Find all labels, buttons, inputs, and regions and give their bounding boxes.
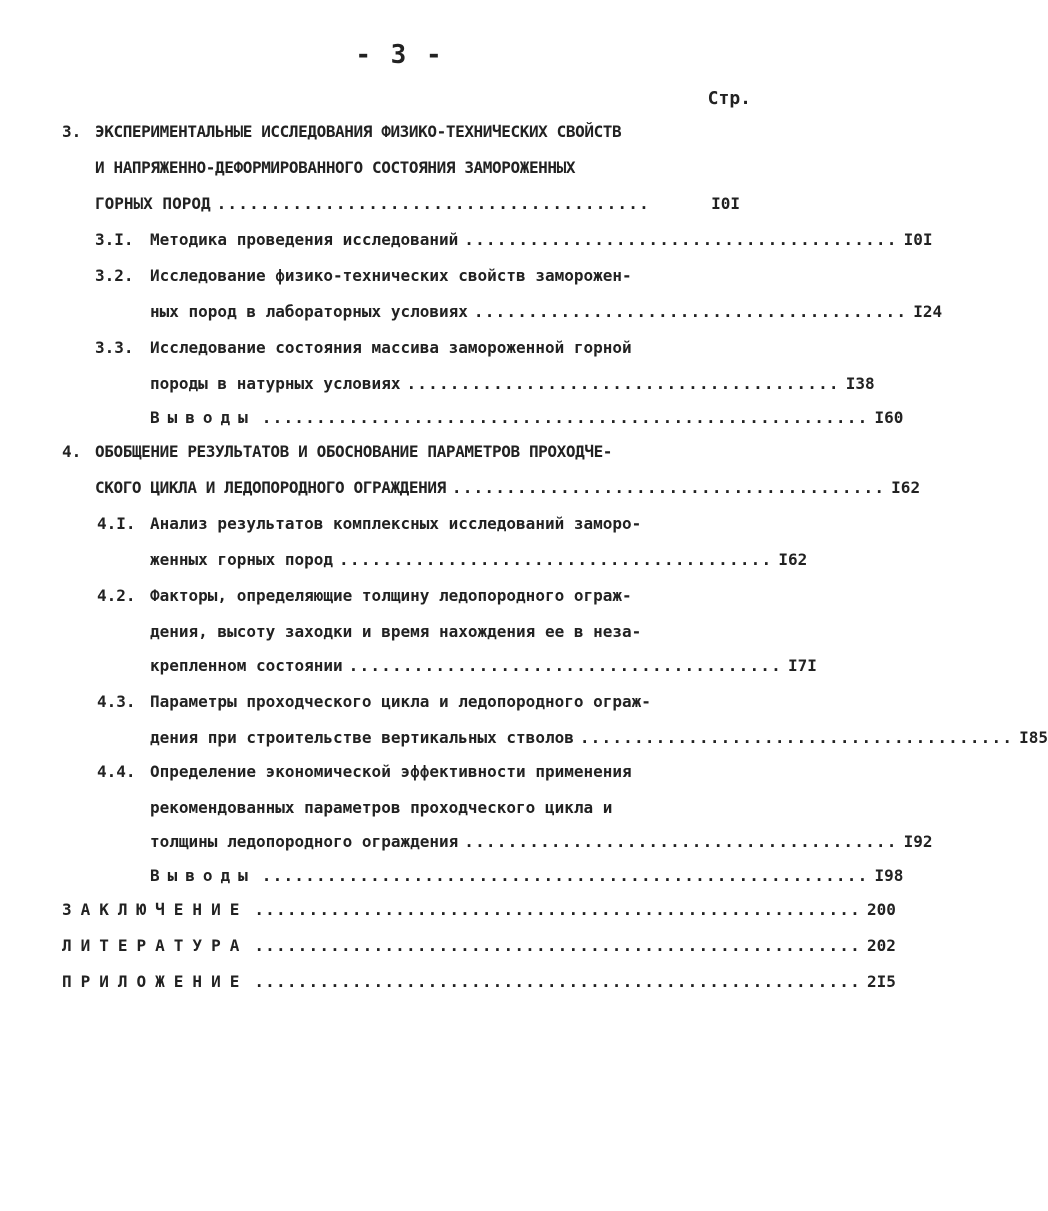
toc-number: 3.3. [95,338,134,357]
toc-page-number: 200 [866,900,896,919]
toc-entry-tail[interactable] [62,898,896,922]
toc-entry-tail[interactable] [95,476,921,500]
toc-title-line: Факторы, определяющие толщину ледопородного ограж- [150,586,632,605]
toc-leader-dots: ........................................ [339,550,773,569]
toc-page-number: 2I5 [866,972,896,991]
toc-title-line: Определение экономической эффективности применения [150,762,632,781]
toc-entry-tail[interactable] [150,830,933,854]
toc-entry-tail[interactable] [150,372,875,396]
toc-page-number: I92 [903,832,933,851]
toc-title-line: И НАПРЯЖЕННО-ДЕФОРМИРОВАННОГО СОСТОЯНИЯ ЗАМОРОЖЕННЫХ [95,158,576,177]
toc-entry-tail[interactable] [150,548,808,572]
toc-page-number: I7I [787,656,817,675]
toc-page-number: I24 [913,302,943,321]
toc-page-number: I60 [874,408,904,427]
toc-title-line: толщины ледопородного ограждения [150,832,459,851]
toc-title-line: Исследование физико-технических свойств заморожен- [150,266,632,285]
toc-title-line: дения, высоту заходки и время нахождения ее в неза- [150,622,642,641]
toc-number: 4.4. [97,762,136,781]
toc-title-line: породы в натурных условиях [150,374,401,393]
toc-number: 4.3. [97,692,136,711]
toc-leader-dots: ........................................................ [254,900,861,919]
toc-leader-dots: ........................................ [216,194,650,213]
toc-title-line: ЭКСПЕРИМЕНТАЛЬНЫЕ ИССЛЕДОВАНИЯ ФИЗИКО-ТЕХНИЧЕСКИХ СВОЙСТВ [95,122,622,141]
toc-entry-tail[interactable] [95,192,740,216]
toc-number: 4.2. [97,586,136,605]
toc-page-number: I62 [778,550,808,569]
toc-title-line: ЛИТЕРАТУРА [62,936,249,955]
toc-title-line: ОБОБЩЕНИЕ РЕЗУЛЬТАТОВ И ОБОСНОВАНИЕ ПАРАМЕТРОВ ПРОХОДЧЕ- [95,442,613,461]
toc-leader-dots: ........................................................ [254,972,861,991]
toc-title-line: ГОРНЫХ ПОРОД [95,194,211,213]
toc-leader-dots: ........................................................ [261,866,869,885]
toc-entry-tail[interactable] [62,970,896,994]
toc-entry-tail[interactable] [150,864,904,888]
toc-title-line: СКОГО ЦИКЛА И ЛЕДОПОРОДНОГО ОГРАЖДЕНИЯ [95,478,446,497]
toc-entry-tail[interactable] [150,228,933,252]
toc-title-line: Исследование состояния массива замороженной горной [150,338,632,357]
toc-leader-dots: ........................................ [579,728,1014,747]
pages-column-label: Стр. [707,88,751,109]
toc-leader-dots: ........................................ [451,478,886,497]
toc-title-line: рекомендованных параметров проходческого цикла и [150,798,613,817]
toc-page-number: I0I [711,194,740,213]
toc-title-line: Выводы [150,866,256,885]
toc-leader-dots: ........................................ [464,230,898,249]
toc-title-line: Выводы [150,408,256,427]
toc-leader-dots: ........................................ [406,374,840,393]
toc-leader-dots: ........................................................ [254,936,861,955]
toc-title-line: Методика проведения исследований [150,230,459,249]
toc-page-number: I85 [1019,728,1048,747]
toc-leader-dots: ........................................ [464,832,898,851]
toc-entry-tail[interactable] [62,934,896,958]
toc-title-line: ных пород в лабораторных условиях [150,302,468,321]
toc-page-number: I62 [891,478,921,497]
toc-number: 3. [62,122,82,141]
toc-page-number: I38 [845,374,875,393]
toc-page-number: 202 [866,936,896,955]
toc-number: 3.I. [95,230,134,249]
toc-entry-tail[interactable] [150,406,904,430]
toc-title-line: женных горных пород [150,550,334,569]
toc-title-line: ПРИЛОЖЕНИЕ [62,972,249,991]
toc-title-line: дения при строительстве вертикальных стволов [150,728,574,747]
toc-leader-dots: ........................................ [473,302,908,321]
toc-entry-tail[interactable] [150,654,817,678]
toc-entry-tail[interactable] [150,300,943,324]
toc-leader-dots: ........................................................ [261,408,869,427]
page-number: - 3 - [355,40,444,70]
toc-page-number: I98 [874,866,904,885]
toc-leader-dots: ........................................ [348,656,782,675]
toc-number: 4. [62,442,82,461]
toc-entry-tail[interactable] [150,726,1048,750]
toc-title-line: Анализ результатов комплексных исследований заморо- [150,514,642,533]
toc-title-line: Параметры проходческого цикла и ледопородного ограж- [150,692,651,711]
toc-page-number: I0I [903,230,933,249]
toc-number: 4.I. [97,514,136,533]
toc-title-line: ЗАКЛЮЧЕНИЕ [62,900,249,919]
toc-title-line: крепленном состоянии [150,656,343,675]
toc-number: 3.2. [95,266,134,285]
